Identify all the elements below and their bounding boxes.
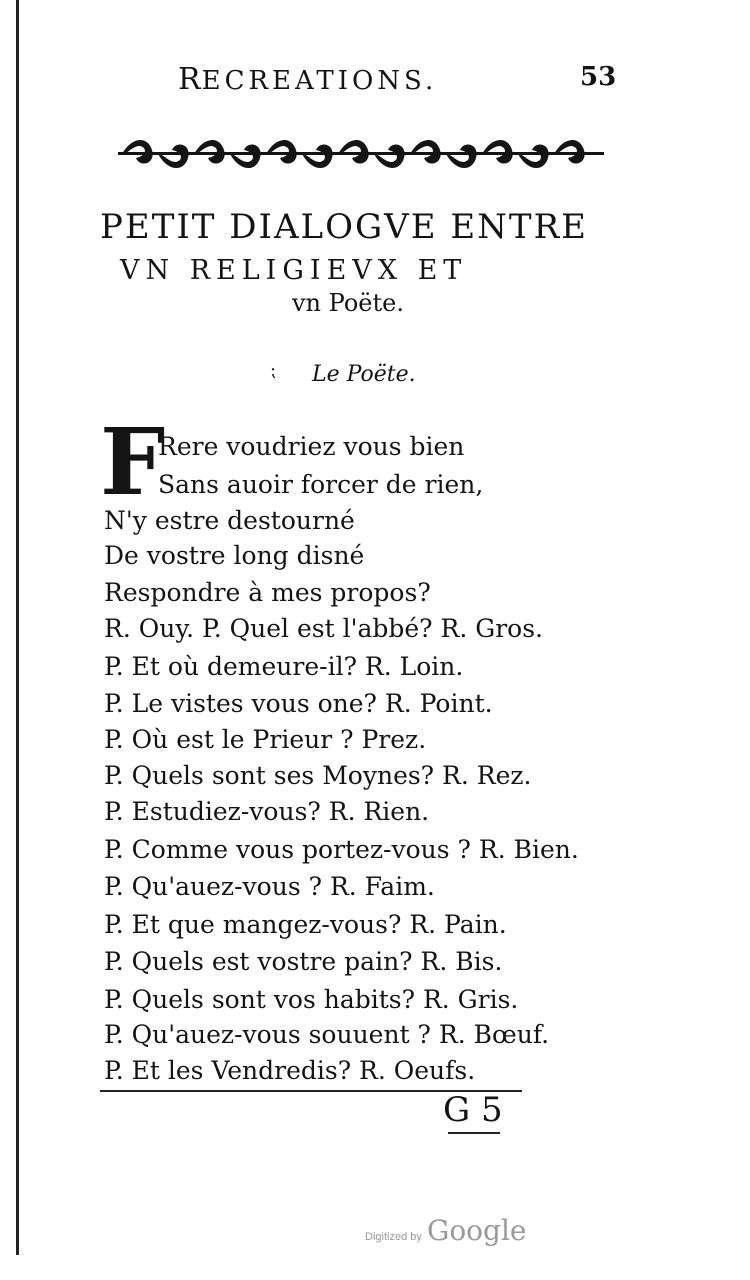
verse-line: P. Le vistes vous one? R. Point. xyxy=(104,689,493,718)
verse-line: P. Quels sont vos habits? R. Gris. xyxy=(104,985,519,1014)
show-through-bleed xyxy=(602,140,750,1100)
verse-line: Rere voudriez vous bien xyxy=(158,432,465,461)
speaker-mark-icon: ⁏ xyxy=(270,360,277,381)
verse-line: P. Quels est vostre pain? R. Bis. xyxy=(104,947,503,976)
google-logo: Google xyxy=(426,1214,527,1247)
verse-line: P. Estudiez-vous? R. Rien. xyxy=(104,797,430,826)
signature-mark: G 5 xyxy=(443,1090,503,1130)
verse-line: De vostre long disné xyxy=(104,541,365,570)
page-spine-edge xyxy=(16,0,19,1255)
verse-line: P. Et les Vendredis? R. Oeufs. xyxy=(104,1056,476,1085)
title-line-3: vn Poëte. xyxy=(292,289,404,317)
page-number: 53 xyxy=(580,62,617,92)
title-line-1: PETIT DIALOGVE ENTRE xyxy=(100,207,588,247)
floral-band-ornament-icon xyxy=(118,132,608,176)
verse-line: Sans auoir forcer de rien, xyxy=(158,470,484,499)
verse-line: P. Comme vous portez-vous ? R. Bien. xyxy=(104,835,579,864)
verse-line: P. Où est le Prieur ? Prez. xyxy=(104,725,427,754)
running-head-rest: ECREATIONS. xyxy=(201,66,438,96)
speaker-heading: Le Poëte. xyxy=(312,362,416,387)
drop-cap: F xyxy=(100,408,166,516)
verse-line: P. Qu'auez-vous souuent ? R. Bœuf. xyxy=(104,1020,550,1049)
title-line-2: VN RELIGIEVX ET xyxy=(120,255,468,286)
verse-line: N'y estre destourné xyxy=(104,506,355,535)
running-head-initial: R xyxy=(178,62,202,97)
verse-line: P. Quels sont ses Moynes? R. Rez. xyxy=(104,761,532,790)
running-head xyxy=(178,62,437,97)
verse-line: P. Et où demeure-il? R. Loin. xyxy=(104,652,464,681)
digitizer-watermark xyxy=(365,1214,526,1247)
verse-line: P. Qu'auez-vous ? R. Faim. xyxy=(104,872,435,901)
verse-line: R. Ouy. P. Quel est l'abbé? R. Gros. xyxy=(104,614,544,643)
verse-line: P. Et que mangez-vous? R. Pain. xyxy=(104,910,507,939)
signature-underline xyxy=(448,1132,500,1134)
verse-line: Respondre à mes propos? xyxy=(104,578,431,607)
digitizer-prefix: Digitized by xyxy=(365,1231,422,1243)
